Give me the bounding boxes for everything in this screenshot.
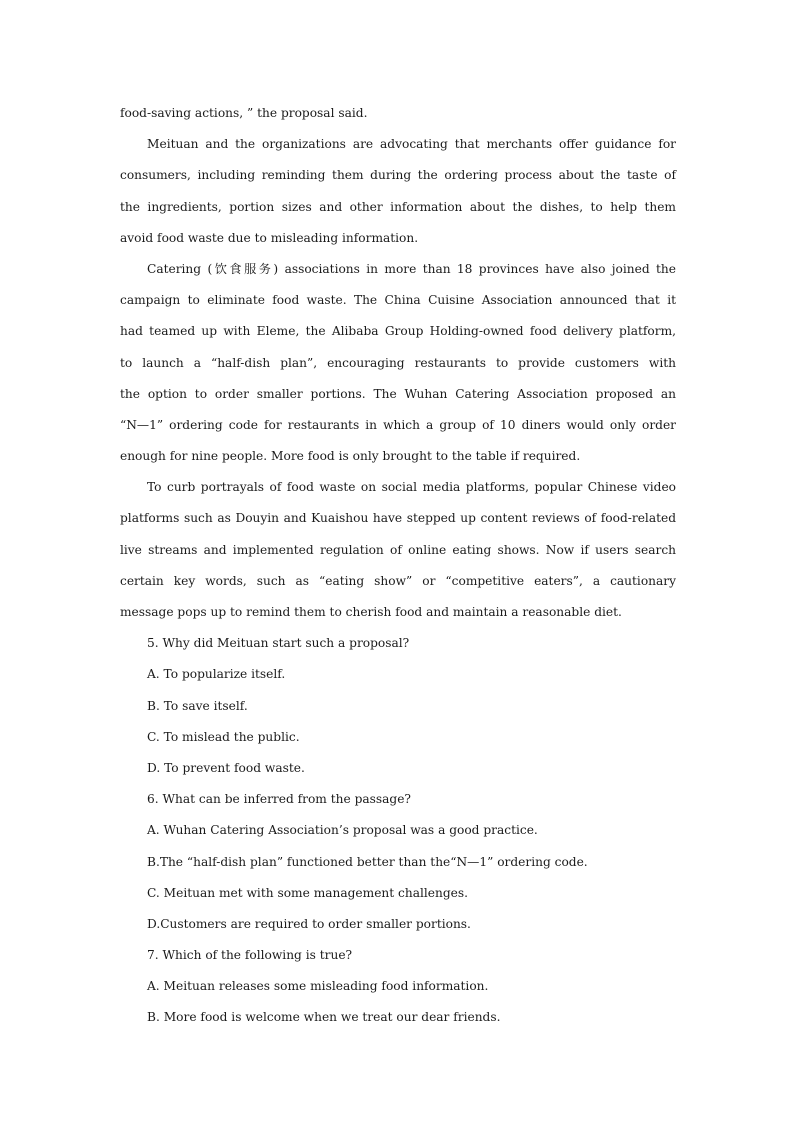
question-5 bbox=[120, 628, 676, 784]
question-6 bbox=[120, 784, 676, 940]
text-line: enough for nine people. More food is only brought to the table if required. bbox=[120, 449, 581, 464]
document-page bbox=[120, 98, 676, 1034]
question-text: 5. Why did Meituan start such a proposal? bbox=[147, 636, 410, 651]
text-line: avoid food waste due to misleading information. bbox=[120, 230, 419, 245]
question-text: 7. Which of the following is true? bbox=[147, 948, 353, 963]
text-line: the ingredients, portion sizes and other information about the dishes, to help them bbox=[120, 199, 676, 214]
answer-option: B. To save itself. bbox=[147, 698, 248, 713]
text-line: “N—1” ordering code for restaurants in which a group of 10 diners would only order bbox=[120, 417, 676, 432]
question-7 bbox=[120, 940, 676, 1034]
text-line: Meituan and the organizations are advocating that merchants offer guidance for bbox=[147, 137, 676, 152]
answer-option: C. Meituan met with some management challenges. bbox=[147, 885, 468, 900]
paragraph-merchant-guidance bbox=[120, 129, 676, 254]
text-line: Catering (饮食服务) associations in more than 18 provinces have also joined the bbox=[147, 261, 676, 276]
text-line: had teamed up with Eleme, the Alibaba Group Holding-owned food delivery platform, bbox=[120, 324, 676, 339]
text-line: the option to order smaller portions. The Wuhan Catering Association proposed an bbox=[120, 386, 676, 401]
answer-option: A. To popularize itself. bbox=[147, 667, 286, 682]
paragraph-continuation bbox=[120, 98, 676, 129]
text-line: food-saving actions, ” the proposal said. bbox=[120, 106, 368, 120]
answer-option: B.The “half-dish plan” functioned better than the“N—1” ordering code. bbox=[147, 854, 588, 869]
text-line: message pops up to remind them to cherish food and maintain a reasonable diet. bbox=[120, 605, 622, 619]
answer-option: C. To mislead the public. bbox=[147, 729, 300, 744]
answer-option: D.Customers are required to order smaller portions. bbox=[147, 916, 471, 931]
answer-option: A. Meituan releases some misleading food information. bbox=[147, 979, 489, 994]
answer-option: D. To prevent food waste. bbox=[147, 760, 305, 775]
answer-option: B. More food is welcome when we treat our dear friends. bbox=[147, 1010, 501, 1025]
text-line: To curb portrayals of food waste on social media platforms, popular Chinese video bbox=[147, 480, 676, 495]
text-line: consumers, including reminding them during the ordering process about the taste of bbox=[120, 168, 676, 183]
text-line: campaign to eliminate food waste. The China Cuisine Association announced that it bbox=[120, 293, 676, 308]
paragraph-catering-associations bbox=[120, 254, 676, 472]
text-line: certain key words, such as “eating show” or “competitive eaters”, a cautionary bbox=[120, 573, 676, 588]
text-line: live streams and implemented regulation of online eating shows. Now if users search bbox=[120, 542, 676, 557]
text-line: platforms such as Douyin and Kuaishou have stepped up content reviews of food-related bbox=[120, 511, 676, 526]
text-line: to launch a “half-dish plan”, encouraging restaurants to provide customers with bbox=[120, 355, 676, 370]
answer-option: A. Wuhan Catering Association’s proposal was a good practice. bbox=[147, 823, 538, 838]
question-text: 6. What can be inferred from the passage? bbox=[147, 792, 411, 807]
paragraph-video-platforms bbox=[120, 472, 676, 628]
